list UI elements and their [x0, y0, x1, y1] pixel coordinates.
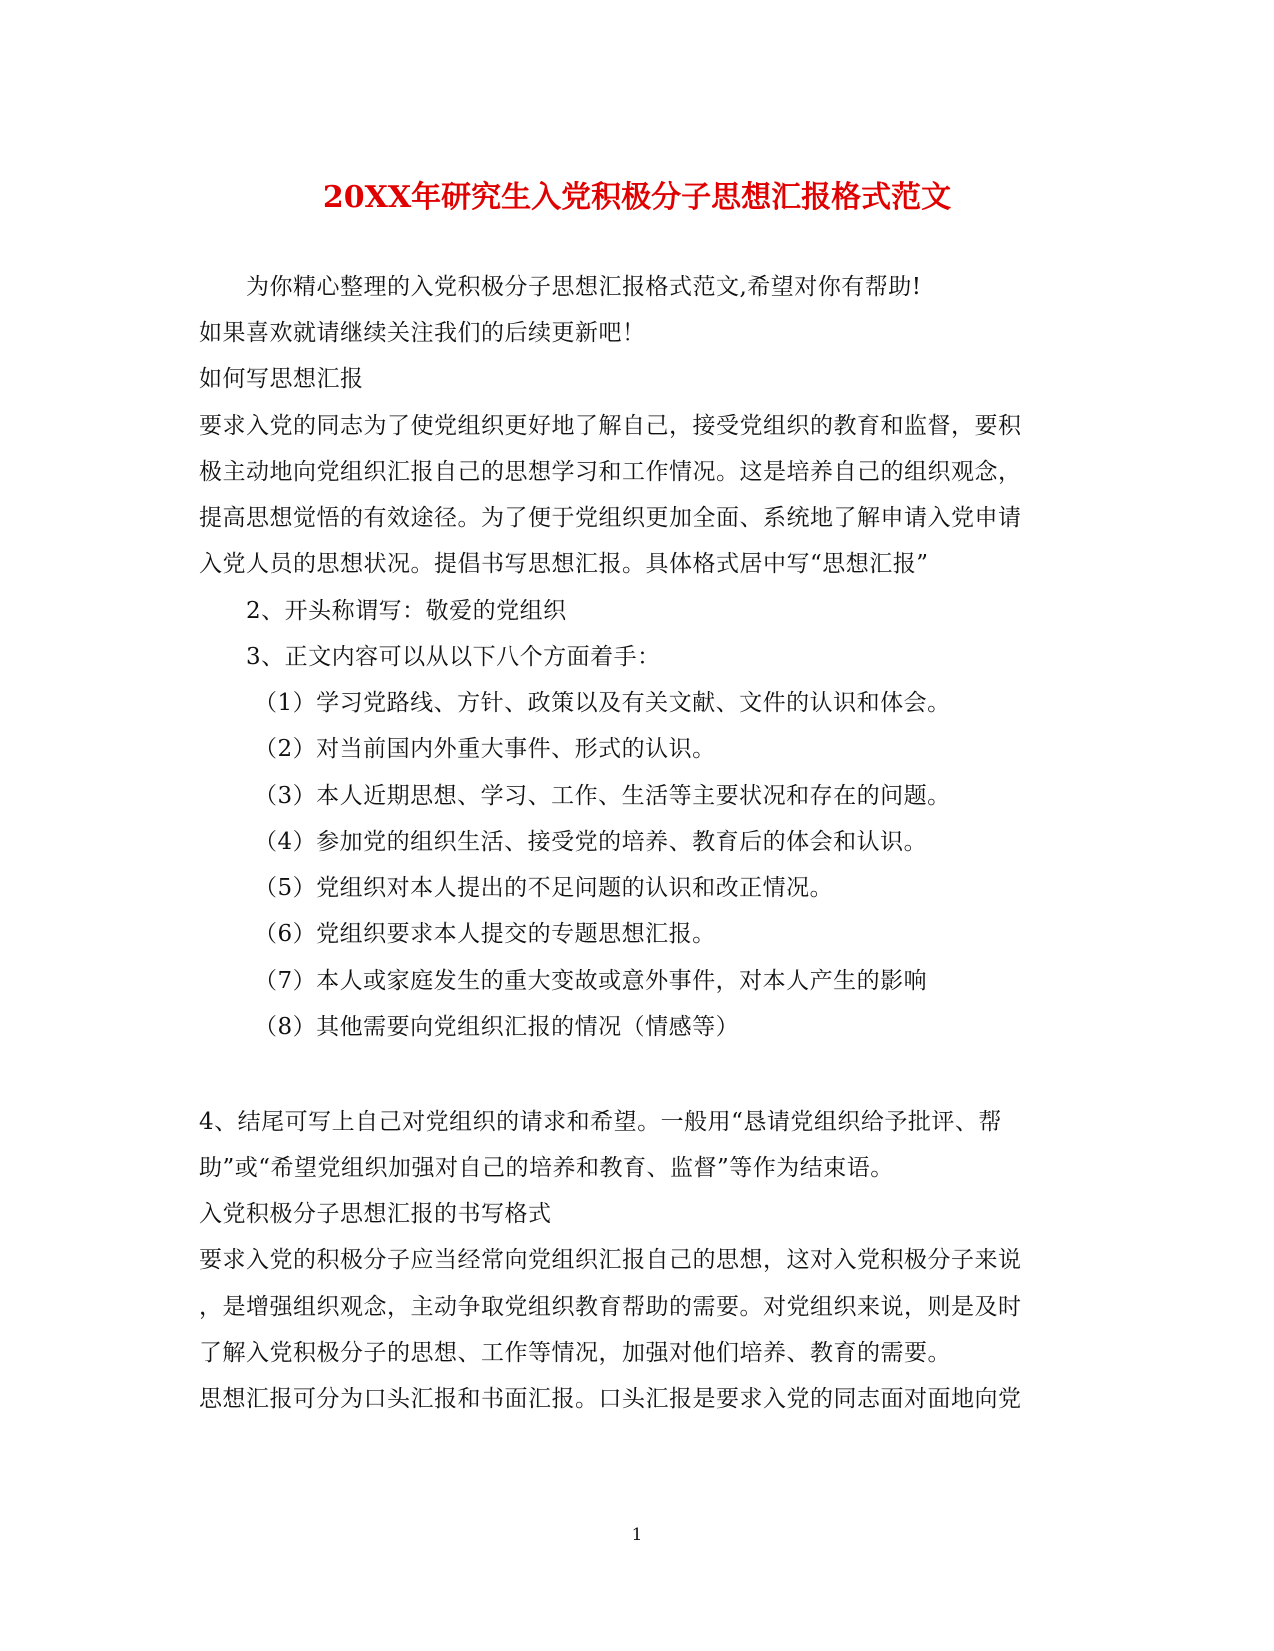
intro-line: 如果喜欢就请继续关注我们的后续更新吧！ — [199, 320, 646, 346]
paragraph-line: 了解入党积极分子的思想、工作等情况，加强对他们培养、教育的需要。 — [199, 1340, 951, 1366]
paragraph-line: 极主动地向党组织汇报自己的思想学习和工作情况。这是培养自己的组织观念， — [199, 459, 1022, 485]
sub-list-item: （5）党组织对本人提出的不足问题的认识和改正情况。 — [254, 875, 834, 901]
page-number: 1 — [631, 1525, 643, 1545]
paragraph-line: 提高思想觉悟的有效途径。为了便于党组织更加全面、系统地了解申请入党申请 — [199, 505, 1022, 531]
list-item: 2、开头称谓写：敬爱的党组织 — [246, 598, 567, 624]
paragraph-line: 思想汇报可分为口头汇报和书面汇报。口头汇报是要求入党的同志面对面地向党 — [199, 1386, 1022, 1412]
sub-list-item: （3）本人近期思想、学习、工作、生活等主要状况和存在的问题。 — [254, 783, 951, 809]
list-item: 3、正文内容可以从以下八个方面着手： — [246, 644, 661, 670]
paragraph-line: 助”或“希望党组织加强对自己的培养和教育、监督”等作为结束语。 — [199, 1155, 894, 1181]
paragraph-line: 要求入党的同志为了使党组织更好地了解自己，接受党组织的教育和监督，要积 — [199, 413, 1022, 439]
section-heading: 如何写思想汇报 — [199, 366, 364, 392]
sub-list-item: （1）学习党路线、方针、政策以及有关文献、文件的认识和体会。 — [254, 690, 951, 716]
paragraph-line: 要求入党的积极分子应当经常向党组织汇报自己的思想，这对入党积极分子来说 — [199, 1247, 1022, 1273]
paragraph-line: 4、结尾可写上自己对党组织的请求和希望。一般用“恳请党组织给予批评、帮 — [199, 1109, 1002, 1135]
paragraph-line: ，是增强组织观念，主动争取党组织教育帮助的需要。对党组织来说，则是及时 — [199, 1294, 1022, 1320]
sub-list-item: （2）对当前国内外重大事件、形式的认识。 — [254, 736, 716, 762]
sub-list-item: （7）本人或家庭发生的重大变故或意外事件，对本人产生的影响 — [254, 968, 928, 994]
sub-list-item: （4）参加党的组织生活、接受党的培养、教育后的体会和认识。 — [254, 829, 928, 855]
sub-list-item: （8）其他需要向党组织汇报的情况（情感等） — [254, 1014, 740, 1040]
paragraph-line: 入党人员的思想状况。提倡书写思想汇报。具体格式居中写“思想汇报” — [199, 551, 929, 577]
intro-line: 为你精心整理的入党积极分子思想汇报格式范文,希望对你有帮助! — [246, 274, 922, 300]
document-title: 20XX年研究生入党积极分子思想汇报格式范文 — [322, 180, 952, 215]
sub-list-item: （6）党组织要求本人提交的专题思想汇报。 — [254, 921, 716, 947]
section-heading: 入党积极分子思想汇报的书写格式 — [199, 1201, 552, 1227]
